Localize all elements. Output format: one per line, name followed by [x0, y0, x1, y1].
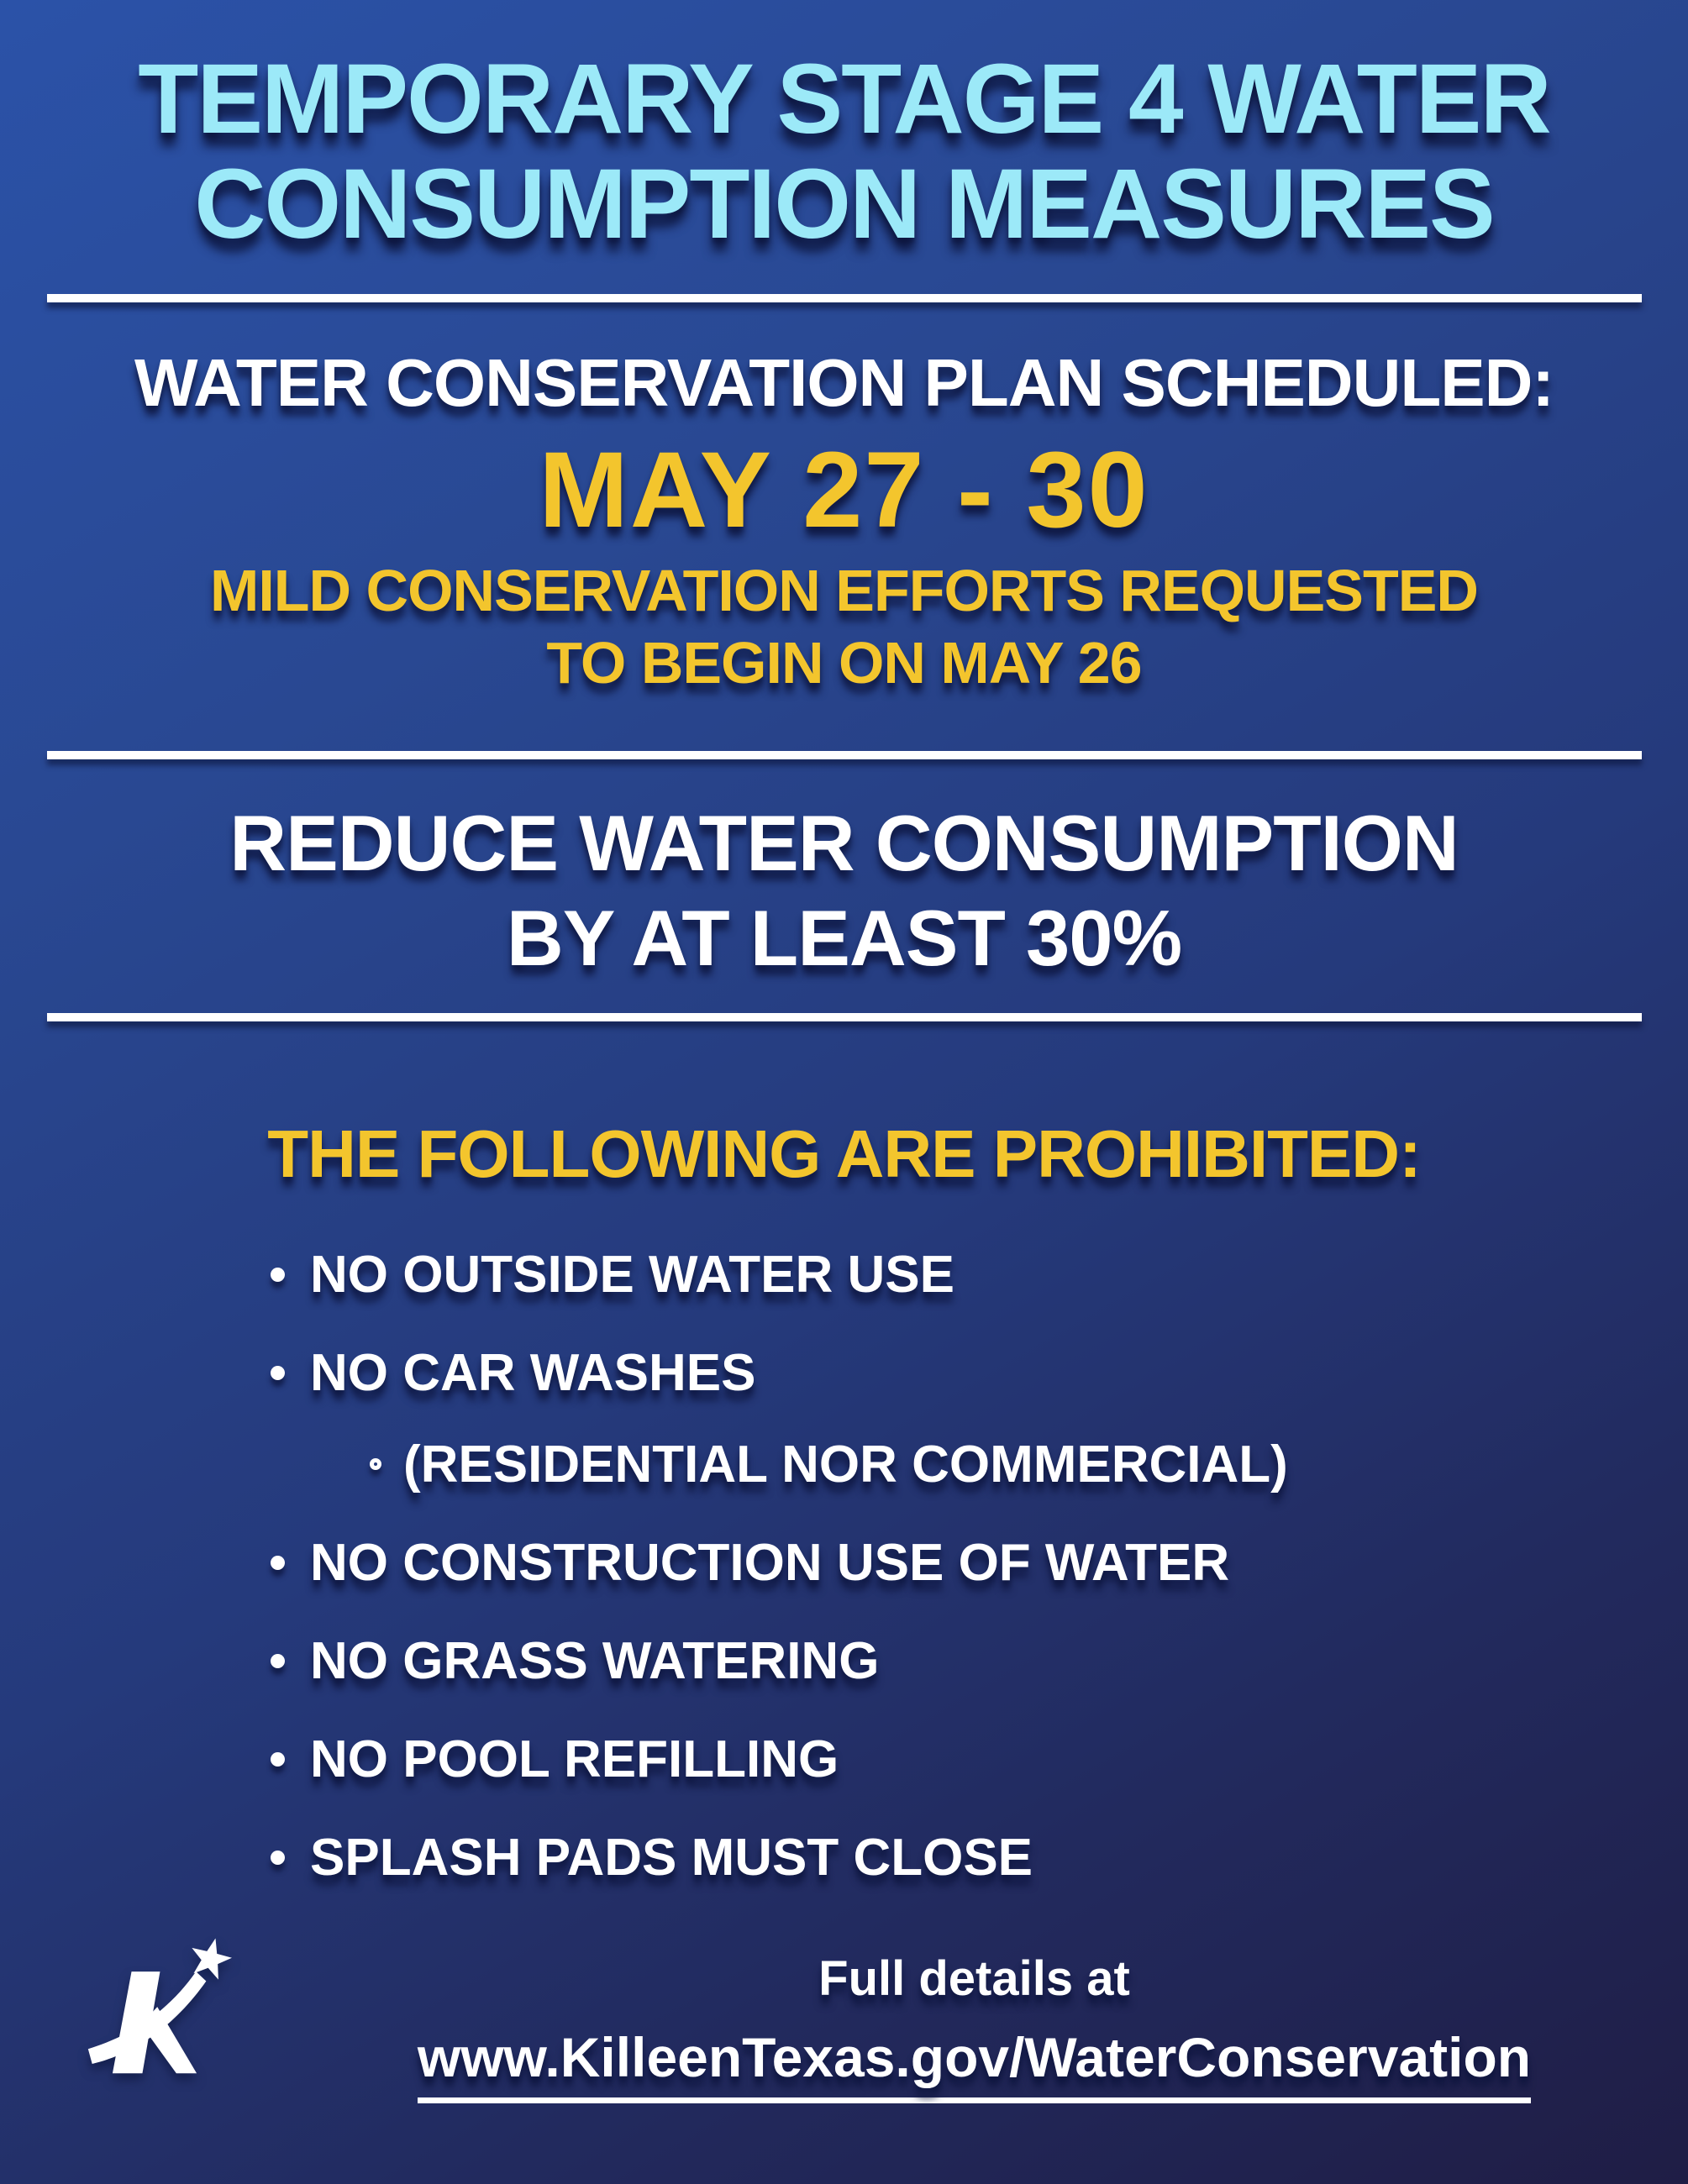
bullet-icon — [271, 1752, 285, 1767]
list-item — [271, 1730, 1621, 1789]
schedule-note — [0, 555, 1688, 699]
page-title — [0, 44, 1688, 260]
list-item — [271, 1245, 1621, 1305]
reduction-goal — [0, 796, 1688, 986]
prohibited-item-label: NO POOL REFILLING — [310, 1730, 839, 1788]
details-label: Full details at — [818, 1951, 1130, 2006]
list-item — [271, 1631, 1621, 1691]
prohibited-list — [271, 1245, 1621, 1887]
schedule-note-line-2: TO BEGIN ON MAY 26 — [546, 629, 1142, 696]
list-subitem — [370, 1435, 1621, 1494]
prohibited-item-label: NO CONSTRUCTION USE OF WATER — [310, 1533, 1230, 1592]
section-divider-middle — [47, 751, 1642, 759]
schedule-note-line-1: MILD CONSERVATION EFFORTS REQUESTED — [210, 558, 1478, 624]
footer — [0, 1921, 1688, 2118]
reduction-goal-line-1: REDUCE WATER CONSUMPTION — [229, 798, 1459, 887]
list-item — [271, 1828, 1621, 1887]
list-item — [271, 1533, 1621, 1593]
footer-text — [260, 1950, 1688, 2118]
bullet-icon — [271, 1268, 285, 1282]
bullet-icon — [271, 1851, 285, 1865]
list-item — [271, 1343, 1621, 1494]
bullet-icon — [271, 1654, 285, 1668]
section-divider-bottom — [47, 1013, 1642, 1021]
prohibited-subitem-label: (RESIDENTIAL NOR COMMERCIAL) — [403, 1435, 1288, 1494]
bullet-icon — [271, 1366, 285, 1380]
page-title-line-2: CONSUMPTION MEASURES — [194, 149, 1494, 260]
water-conservation-link[interactable]: www.KilleenTexas.gov/WaterConservation — [418, 2025, 1531, 2103]
prohibited-heading: THE FOLLOWING ARE PROHIBITED: — [267, 1116, 1421, 1191]
prohibited-item-label: NO OUTSIDE WATER USE — [310, 1245, 955, 1304]
prohibited-item-label: NO CAR WASHES — [310, 1343, 756, 1402]
prohibited-item-label: SPLASH PADS MUST CLOSE — [310, 1828, 1033, 1887]
bullet-icon — [271, 1556, 285, 1570]
section-divider-top — [47, 294, 1642, 302]
prohibited-item-label: NO GRASS WATERING — [310, 1631, 880, 1690]
schedule-heading: WATER CONSERVATION PLAN SCHEDULED: — [134, 345, 1554, 421]
schedule-dates: MAY 27 - 30 — [539, 430, 1149, 551]
killeen-k-star-logo-icon — [84, 1921, 260, 2118]
reduction-goal-line-2: BY AT LEAST 30% — [506, 893, 1182, 982]
page-title-line-1: TEMPORARY STAGE 4 WATER — [138, 44, 1550, 155]
sub-bullet-icon — [370, 1458, 381, 1470]
